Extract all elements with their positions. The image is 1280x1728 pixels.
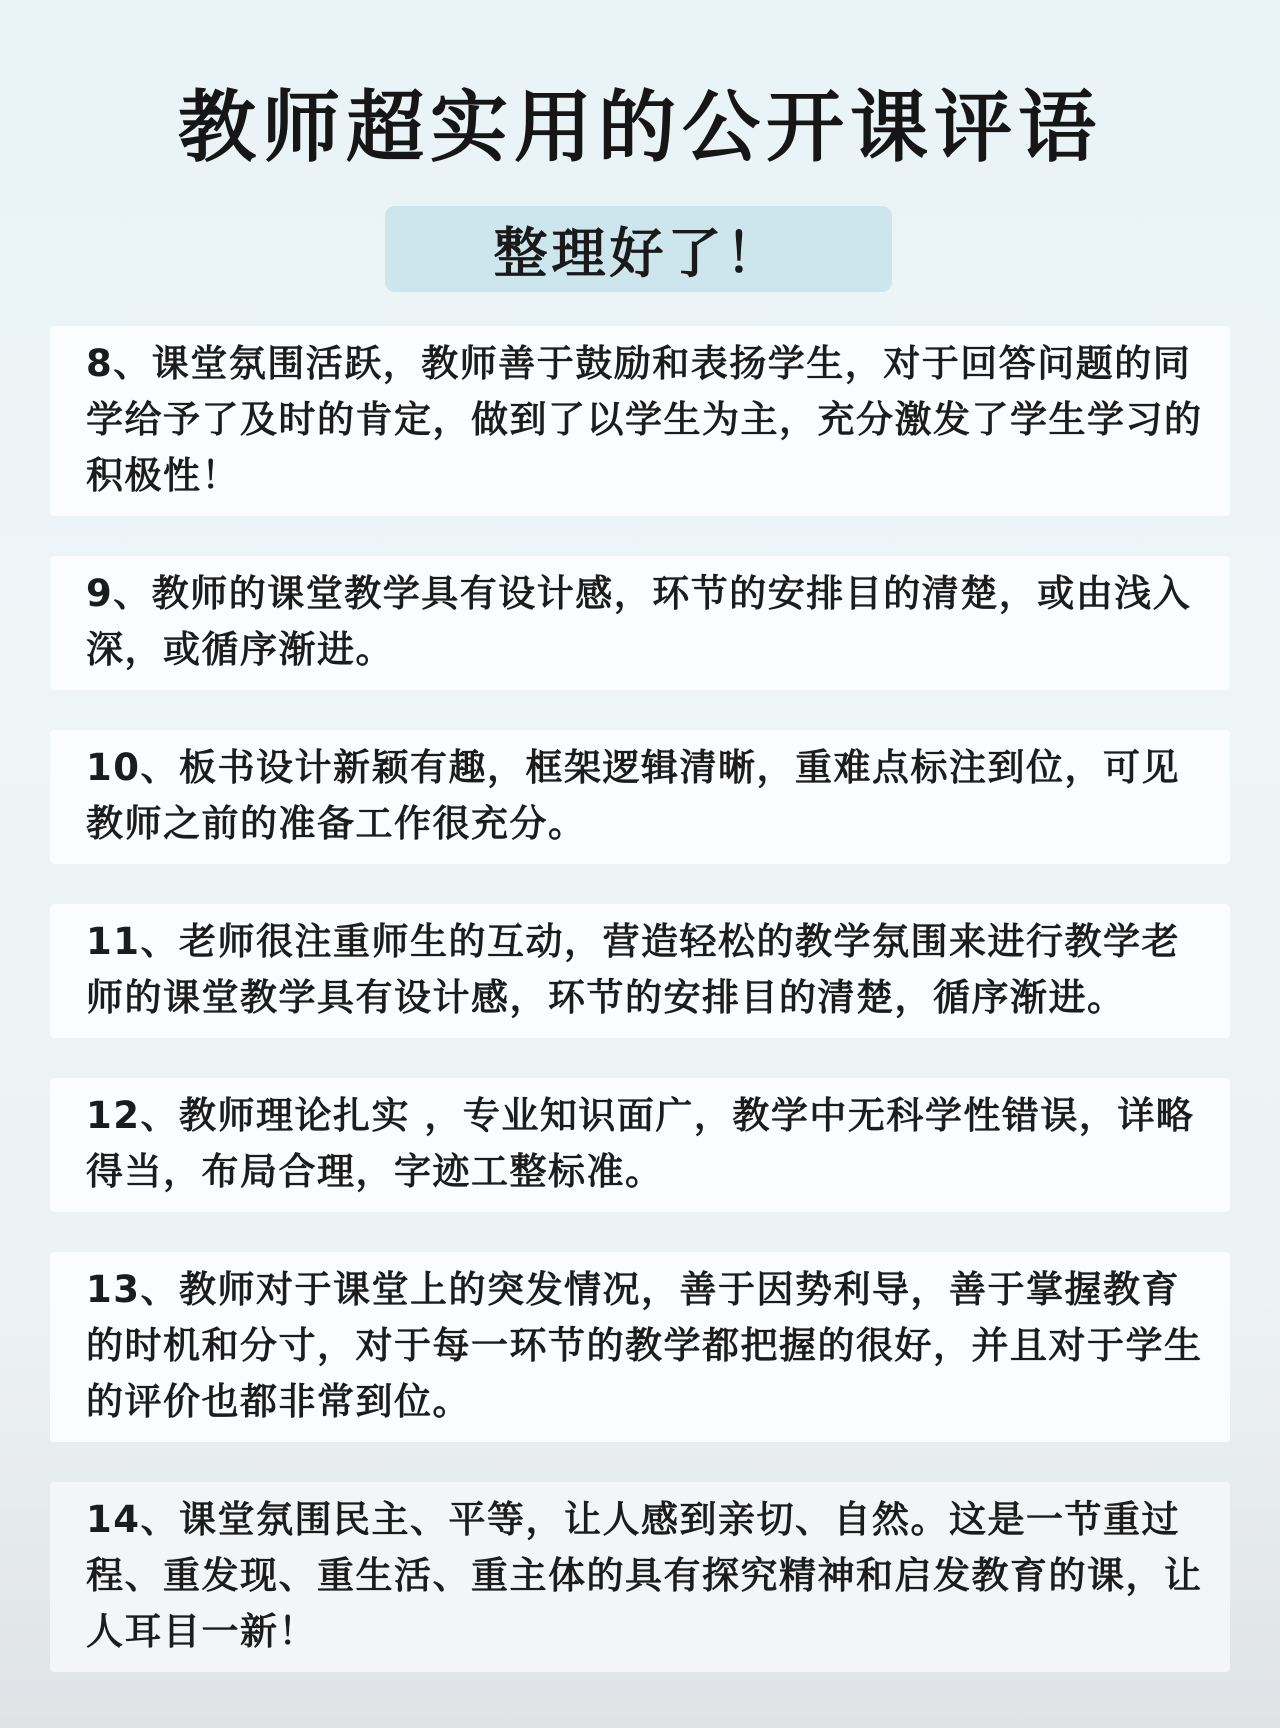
comment-item-9: 9、教师的课堂教学具有设计感，环节的安排目的清楚，或由浅入深，或循序渐进。 <box>50 556 1230 690</box>
page-title: 教师超实用的公开课评语 <box>177 83 1102 173</box>
comment-item-14: 14、课堂氛围民主、平等，让人感到亲切、自然。这是一节重过程、重发现、重生活、重主体的具有探究精神和启发教育的课，让人耳目一新！ <box>50 1482 1230 1672</box>
comment-item-11: 11、老师很注重师生的互动，营造轻松的教学氛围来进行教学老师的课堂教学具有设计感，环节的安排目的清楚，循序渐进。 <box>50 904 1230 1038</box>
subtitle-banner <box>385 206 892 292</box>
comment-item-13: 13、教师对于课堂上的突发情况，善于因势利导，善于掌握教育的时机和分寸，对于每一环节的教学都把握的很好，并且对于学生的评价也都非常到位。 <box>50 1252 1230 1442</box>
comment-list <box>50 326 1230 1712</box>
subtitle: 整理好了！ <box>493 221 784 285</box>
comment-item-12: 12、教师理论扎实 ，专业知识面广，教学中无科学性错误，详略得当，布局合理，字迹工整标准。 <box>50 1078 1230 1212</box>
comment-item-10: 10、板书设计新颖有趣，框架逻辑清晰，重难点标注到位，可见教师之前的准备工作很充分。 <box>50 730 1230 864</box>
comment-item-8: 8、课堂氛围活跃，教师善于鼓励和表扬学生，对于回答问题的同学给予了及时的肯定，做到了以学生为主，充分激发了学生学习的积极性！ <box>50 326 1230 516</box>
